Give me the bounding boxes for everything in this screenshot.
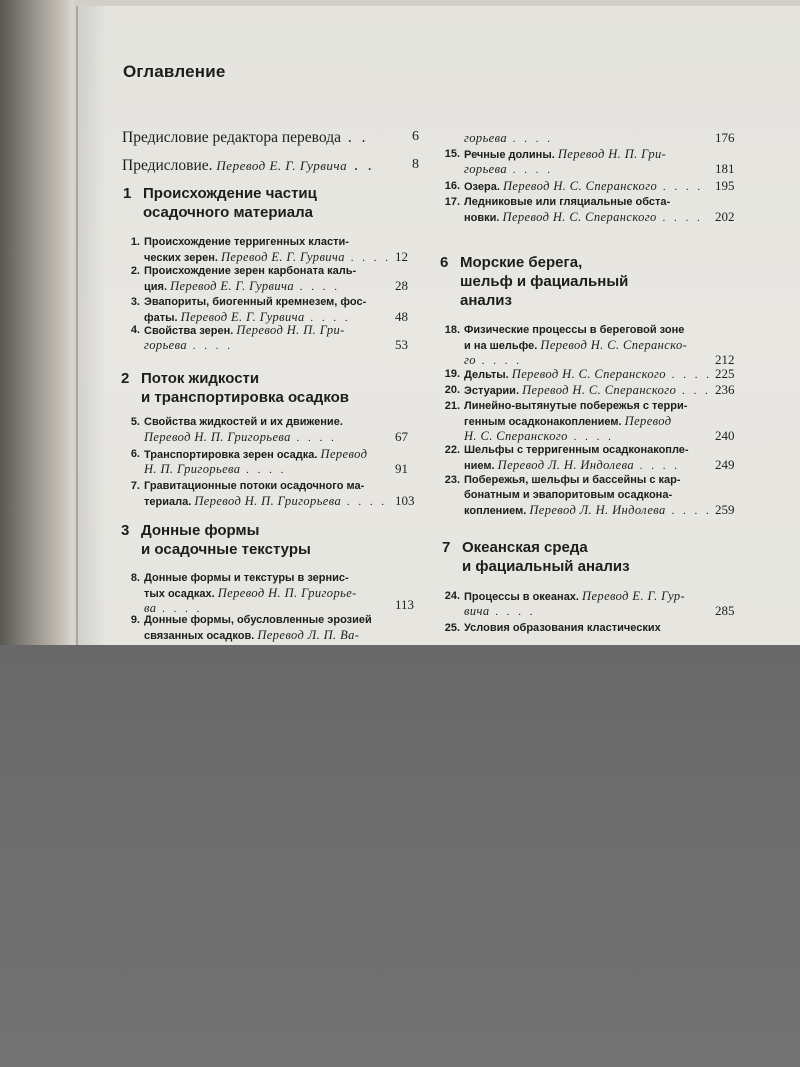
entry-title: Шельфы с терригенным осадконакопле-	[464, 444, 689, 456]
page-number: 181	[715, 161, 735, 176]
entry-line	[464, 398, 687, 414]
toc-heading: Оглавление	[123, 62, 226, 81]
part-title-line: и осадочные текстуры	[141, 541, 311, 558]
entry-title: бонатным и эвапоритовым осадкона-	[464, 489, 673, 501]
entry-line	[464, 366, 712, 383]
leader-dots: . . . .	[341, 496, 388, 508]
entry-credit: Перевод Л. Н. Индолева	[497, 458, 634, 472]
entry-title: связанных осадков.	[144, 630, 255, 642]
entry-title: Эстуарии.	[464, 385, 519, 397]
leader-dots: . . . .	[304, 312, 351, 324]
leader-dots: . . . .	[240, 464, 287, 476]
leader-dots: . . . .	[290, 432, 337, 444]
entry-number: 3.	[130, 296, 140, 308]
entry-line	[464, 487, 672, 503]
entry-number: 1.	[130, 236, 140, 248]
entry-credit: Перевод Е. Г. Гурвича	[220, 250, 345, 264]
leader-dots: . .	[347, 157, 375, 174]
entry-number: 15.	[444, 148, 460, 160]
page-number: 103	[395, 493, 415, 508]
entry-title: Линейно-вытянутые побережья с терри-	[464, 400, 688, 412]
part-title-line: Океанская среда	[462, 539, 588, 556]
page-number: 285	[715, 603, 735, 618]
part-title-line: Донные формы	[141, 522, 260, 539]
entry-number: 23.	[444, 474, 460, 486]
page-number: 212	[715, 352, 735, 367]
entry-number: 25.	[444, 622, 460, 634]
entry-title: Ледниковые или гляциальные обста-	[464, 196, 671, 208]
entry-credit: Перевод Л. П. Ва-	[257, 628, 360, 642]
entry-title: коплением.	[464, 505, 527, 517]
entry-credit: Перевод Н. П. Григорье-	[217, 586, 357, 600]
entry-title: Физические процессы в береговой зоне	[464, 324, 685, 336]
leader-dots: . . . .	[665, 369, 712, 381]
preface-credit: Перевод Е. Г. Гурвича	[216, 158, 348, 173]
part-title-line: Поток жидкости	[141, 370, 260, 387]
entry-line	[144, 429, 337, 446]
part-title-line: анализ	[460, 292, 512, 309]
part-number: 2	[121, 370, 130, 387]
entry-credit: горьева	[464, 131, 508, 145]
entry-credit: Перевод Е. Г. Гур-	[582, 589, 686, 603]
part-title-line: осадочного материала	[143, 204, 313, 221]
entry-number: 8.	[130, 572, 140, 584]
entry-credit: Перевод Л. Н. Индолева	[529, 503, 666, 517]
entry-title: ция.	[144, 281, 167, 293]
part-title-line: шельф и фациальный	[460, 273, 629, 290]
leader-dots: . . . .	[344, 252, 391, 264]
entry-title: Транспортировка зерен осадка.	[144, 449, 318, 461]
part-number: 7	[442, 539, 451, 556]
entry-credit: Перевод Н. С. Сперанского	[502, 179, 658, 193]
entry-credit: Перевод Н. С. Сперанского	[502, 210, 657, 224]
entry-number: 7.	[130, 480, 140, 492]
entry-title: Процессы в океанах.	[464, 591, 579, 603]
entry-line	[144, 461, 286, 478]
leader-dots: . . . .	[507, 164, 554, 176]
page-number: 259	[715, 502, 735, 517]
page-number: 113	[395, 597, 415, 612]
part-number: 3	[121, 522, 130, 539]
entry-line	[464, 130, 553, 147]
page-number: 6	[412, 129, 419, 144]
entry-credit: Перевод Н. С. Сперанского	[522, 383, 677, 397]
page-number: 48	[395, 309, 408, 324]
leader-dots: . . . .	[475, 355, 522, 367]
entry-title: новки.	[464, 212, 500, 224]
entry-number: 9.	[130, 614, 140, 626]
entry-line	[144, 278, 340, 295]
entry-line	[144, 414, 343, 430]
leader-dots: . . . .	[489, 606, 536, 618]
entry-line	[144, 627, 359, 644]
entry-line	[144, 337, 233, 354]
entry-line	[464, 620, 661, 636]
leader-dots: . . . .	[156, 603, 203, 615]
page-number: 176	[715, 130, 735, 145]
preface-label: Предисловие.	[122, 157, 213, 174]
entry-line	[464, 209, 703, 226]
entry-line	[144, 234, 349, 250]
entry-title: териала.	[144, 496, 192, 508]
entry-title: Речные долины.	[464, 149, 555, 161]
entry-credit: Перевод	[320, 447, 368, 461]
leader-dots: . .	[340, 129, 369, 146]
entry-line	[464, 442, 689, 458]
entry-title: нием.	[464, 460, 495, 472]
entry-title: ческих зерен.	[144, 252, 218, 264]
entry-credit: горьева	[464, 162, 508, 176]
entry-number: 16.	[444, 180, 460, 192]
entry-number: 21.	[444, 400, 460, 412]
entry-title: Донные формы, обусловленные эрозией	[144, 614, 372, 626]
entry-title: Озера.	[464, 181, 500, 193]
entry-credit: Перевод Н. П. Григорьева	[144, 430, 291, 444]
page-gutter-shadow	[76, 6, 106, 645]
entry-title: и на шельфе.	[464, 340, 538, 352]
leader-dots: . . . .	[656, 212, 703, 224]
entry-line	[464, 322, 684, 338]
leader-dots: . . . .	[634, 460, 680, 472]
entry-number: 20.	[444, 384, 460, 396]
entry-line	[464, 194, 670, 210]
entry-line	[144, 570, 349, 586]
entry-title: Свойства зерен.	[144, 325, 234, 337]
entry-number: 24.	[444, 590, 460, 602]
page-number: 202	[715, 209, 735, 224]
entry-title: генным осадконакоплением.	[464, 416, 622, 428]
entry-line	[144, 612, 372, 628]
entry-title: Условия образования кластических	[464, 622, 661, 634]
page-number: 12	[395, 249, 408, 264]
entry-title: Гравитационные потоки осадочного ма-	[144, 480, 365, 492]
entry-title: Побережья, шельфы и бассейны с кар-	[464, 474, 681, 486]
entry-line	[144, 294, 366, 310]
part-title-line: Происхождение частиц	[143, 185, 317, 202]
page-number: 53	[395, 337, 408, 352]
photo-background-lower	[0, 645, 800, 1067]
entry-number: 5.	[130, 416, 140, 428]
entry-number: 17.	[444, 196, 460, 208]
page-number: 249	[715, 457, 735, 472]
entry-line	[464, 382, 722, 399]
part-title-line: и фациальный анализ	[462, 558, 630, 575]
leader-dots: . . . .	[187, 340, 234, 352]
page-number: 91	[395, 461, 408, 476]
entry-number: 4.	[130, 324, 140, 336]
entry-line	[144, 493, 387, 510]
entry-title: Донные формы и текстуры в зернис-	[144, 572, 349, 584]
entry-credit: Н. П. Григорьева	[144, 462, 241, 476]
entry-credit: Перевод	[624, 414, 672, 428]
entry-credit: вича	[464, 604, 490, 618]
page-number: 67	[395, 429, 408, 444]
entry-credit: Перевод Е. Г. Гурвича	[180, 310, 305, 324]
page-number: 28	[395, 278, 408, 293]
page-number: 240	[715, 428, 735, 443]
entry-credit: Перевод Н. П. Гри-	[557, 147, 667, 161]
entry-credit: Перевод Н. П. Гри-	[236, 323, 345, 337]
entry-line	[144, 263, 356, 279]
preface-entry	[122, 157, 375, 175]
entry-title: Дельты.	[464, 369, 509, 381]
entry-line	[144, 478, 364, 494]
entry-title: Свойства жидкостей и их движение.	[144, 416, 343, 428]
entry-title: фаты.	[144, 312, 178, 324]
part-title-line: и транспортировка осадков	[141, 389, 350, 406]
entry-credit: ва	[144, 601, 157, 615]
preface-label: Предисловие редактора перевода	[122, 129, 341, 146]
entry-credit: го	[464, 353, 476, 367]
page-number: 236	[715, 382, 735, 397]
page-number: 225	[715, 366, 735, 381]
part-number: 6	[440, 254, 449, 271]
leader-dots: . . . .	[507, 133, 554, 145]
entry-credit: горьева	[144, 338, 188, 352]
page-number: 195	[715, 178, 735, 193]
entry-credit: Н. С. Сперанского	[464, 429, 568, 443]
entry-credit: Перевод Н. С. Сперанского	[511, 367, 666, 381]
entry-line	[464, 502, 712, 519]
entry-number: 6.	[130, 448, 140, 460]
page-number: 8	[412, 157, 419, 172]
leader-dots: . . . .	[665, 505, 712, 517]
entry-credit: Перевод Е. Г. Гурвича	[170, 279, 295, 293]
part-number: 1	[123, 185, 132, 202]
entry-title: Эвапориты, биогенный кремнезем, фос-	[144, 296, 367, 308]
preface-entry	[122, 129, 368, 147]
entry-credit: Перевод Н. П. Григорьева	[194, 494, 342, 508]
entry-number: 22.	[444, 444, 460, 456]
entry-line	[464, 603, 536, 620]
entry-line	[464, 178, 703, 195]
leader-dots: . . . .	[294, 281, 341, 293]
entry-title: Происхождение терригенных класти-	[144, 236, 349, 248]
part-title-line: Морские берега,	[460, 254, 583, 271]
leader-dots: . . . .	[567, 431, 614, 443]
entry-number: 18.	[444, 324, 460, 336]
entry-title: тых осадках.	[144, 588, 215, 600]
entry-credit: Перевод Н. С. Сперанско-	[540, 338, 688, 352]
leader-dots: . . . .	[657, 181, 704, 193]
entry-line	[464, 161, 553, 178]
entry-title: Происхождение зерен карбоната каль-	[144, 265, 357, 277]
entry-number: 2.	[130, 265, 140, 277]
entry-number: 19.	[444, 368, 460, 380]
entry-line	[464, 472, 681, 488]
leader-dots: . . . .	[676, 385, 723, 397]
